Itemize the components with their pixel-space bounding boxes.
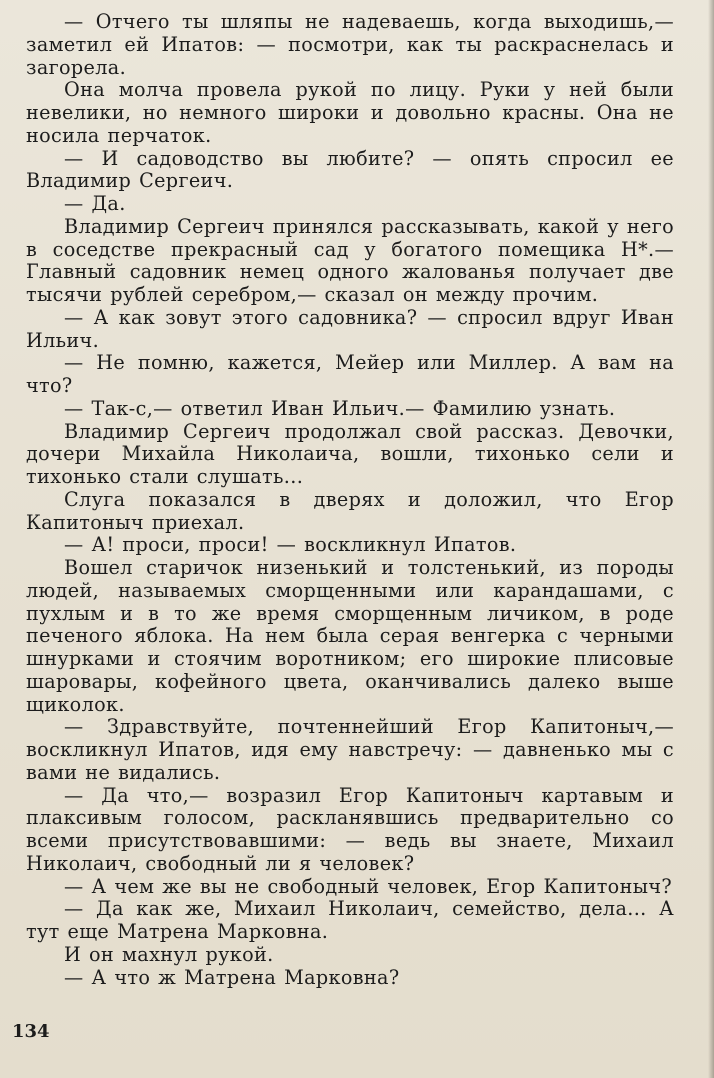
paragraph: Она молча провела рукой по лицу. Руки у ней были невелики, но немного широки и довольно красны. Она не носила перчаток. [26,78,674,147]
paragraph: И он махнул рукой. [64,942,274,966]
paragraph: — Здравствуйте, почтеннейший Егор Капитоныч,— воскликнул Ипатов, идя ему навстречу: — давненько мы с вами не видались. [26,715,674,784]
paragraph: — Да что,— возразил Егор Капитоныч картавым и плаксивым голосом, раскланявшись предварительно со всеми присутствовавшими: — ведь вы знаете, Михаил Николаич, свободный ли я человек? [26,783,674,875]
paragraph: — Отчего ты шляпы не надеваешь, когда выходишь,— заметил ей Ипатов: — посмотри, как ты раскраснелась и загорела. [26,10,674,79]
paragraph: Владимир Сергеич продолжал свой рассказ. Девочки, дочери Михайла Николаича, вошли, тихонько сели и тихонько стали слушать... [26,419,674,488]
paragraph: Слуга показался в дверях и доложил, что Егор Капитоныч приехал. [26,487,674,534]
paragraph: — А что ж Матрена Марковна? [64,965,400,989]
paragraph: — А! проси, проси! — воскликнул Ипатов. [64,533,517,557]
page-edge-shadow [708,0,714,1078]
paragraph: — А как зовут этого садовника? — спросил вдруг Иван Ильич. [26,305,674,352]
paragraph: Вошел старичок низенький и толстенький, из породы людей, называемых сморщенными или карандашами, с пухлым и в то же время сморщенным личиком, в роде печеного яблока. На нем была серая венгерка с черными шнурками и стоячим воротником; его широкие плисовые шаровары, кофейного цвета, оканчивались далеко выше щиколок. [26,556,674,716]
paragraph: — И садоводство вы любите? — опять спросил ее Владимир Сергеич. [26,146,674,193]
page-number: 134 [12,1021,50,1042]
paragraph: — Да. [64,192,126,215]
paragraph: — Так-с,— ответил Иван Ильич.— Фамилию узнать. [64,396,616,420]
paragraph: — А чем же вы не свободный человек, Егор Капитоныч? [64,874,673,898]
paragraph: — Да как же, Михаил Николаич, семейство, дела... А тут еще Матрена Марковна. [26,897,674,943]
paragraph: Владимир Сергеич принялся рассказывать, какой у него в соседстве прекрасный сад у богатого помещика Н*.— Главный садовник немец одного жалованья получает две тысячи рублей серебром,— сказал он между прочим. [26,214,674,306]
page-text [26,11,674,989]
paragraph: — Не помню, кажется, Мейер или Миллер. А вам на что? [26,351,674,397]
